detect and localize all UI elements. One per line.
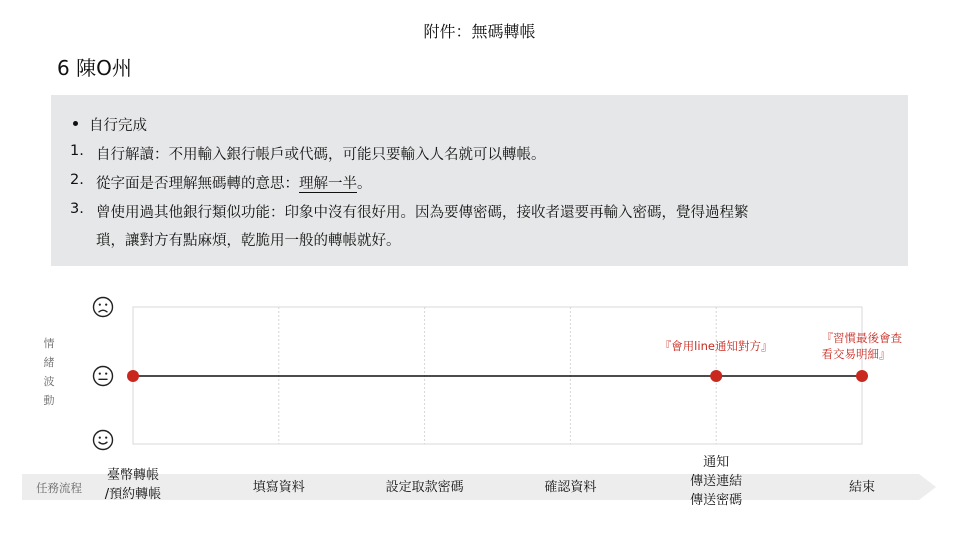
item-text-1: 自行解讀：不用輸入銀行帳戶或代碼，可能只要輸入人名就可以轉帳。 <box>96 147 546 163</box>
section-title: 6 陳O州 <box>57 56 132 80</box>
item-text-3-cont: 瑣，讓對方有點麻煩，乾脆用一般的轉帳就好。 <box>96 233 401 249</box>
task-stage-line: 臺幣轉帳 <box>106 468 160 483</box>
item-text-2-underlined: 理解一半 <box>299 176 357 192</box>
emotion-axis-title: 情緒波動 <box>43 337 55 407</box>
task-stage <box>253 478 305 497</box>
task-stage-line: 傳送連結 <box>690 474 743 489</box>
annotation-line: 看交易明細』 <box>821 347 891 361</box>
item-number-3: 3. <box>70 201 84 217</box>
annotation-line: 『會用line通知對方』 <box>659 339 773 353</box>
emotion-point <box>127 370 139 382</box>
item-number-1: 1. <box>70 143 84 159</box>
chart-annotation <box>660 338 773 354</box>
page-title: 附件：無碼轉帳 <box>423 22 536 41</box>
item-text-2-before: 從字面是否理解無碼轉的意思： <box>96 176 299 192</box>
summary-bullet: 自行完成 <box>89 118 147 134</box>
task-stage-line: 傳送密碼 <box>690 493 743 508</box>
task-flow-label: 任務流程 <box>36 481 82 495</box>
task-stage-line: 結束 <box>848 480 876 495</box>
task-stage <box>386 478 464 497</box>
item-number-2: 2. <box>70 172 84 188</box>
task-stage <box>849 478 875 497</box>
task-stage <box>690 453 742 510</box>
task-stage-line: 填寫資料 <box>252 480 305 495</box>
emotion-point <box>710 370 722 382</box>
task-stage-line: 通知 <box>703 455 730 470</box>
item-text-2-after: 。 <box>357 176 372 192</box>
emotion-point <box>856 370 868 382</box>
annotation-line: 『習慣最後會查 <box>821 331 902 345</box>
chart-annotation <box>822 330 903 362</box>
task-stage <box>105 466 161 504</box>
item-text-3: 曾使用過其他銀行類似功能：印象中沒有很好用。因為要傳密碼，接收者還要再輸入密碼，覺得過程繁 <box>96 205 749 221</box>
task-stage-line: 確認資料 <box>544 480 597 495</box>
task-stage-line: 設定取款密碼 <box>385 480 464 495</box>
task-stage <box>544 478 596 497</box>
task-stage-line: /預約轉帳 <box>104 487 162 502</box>
